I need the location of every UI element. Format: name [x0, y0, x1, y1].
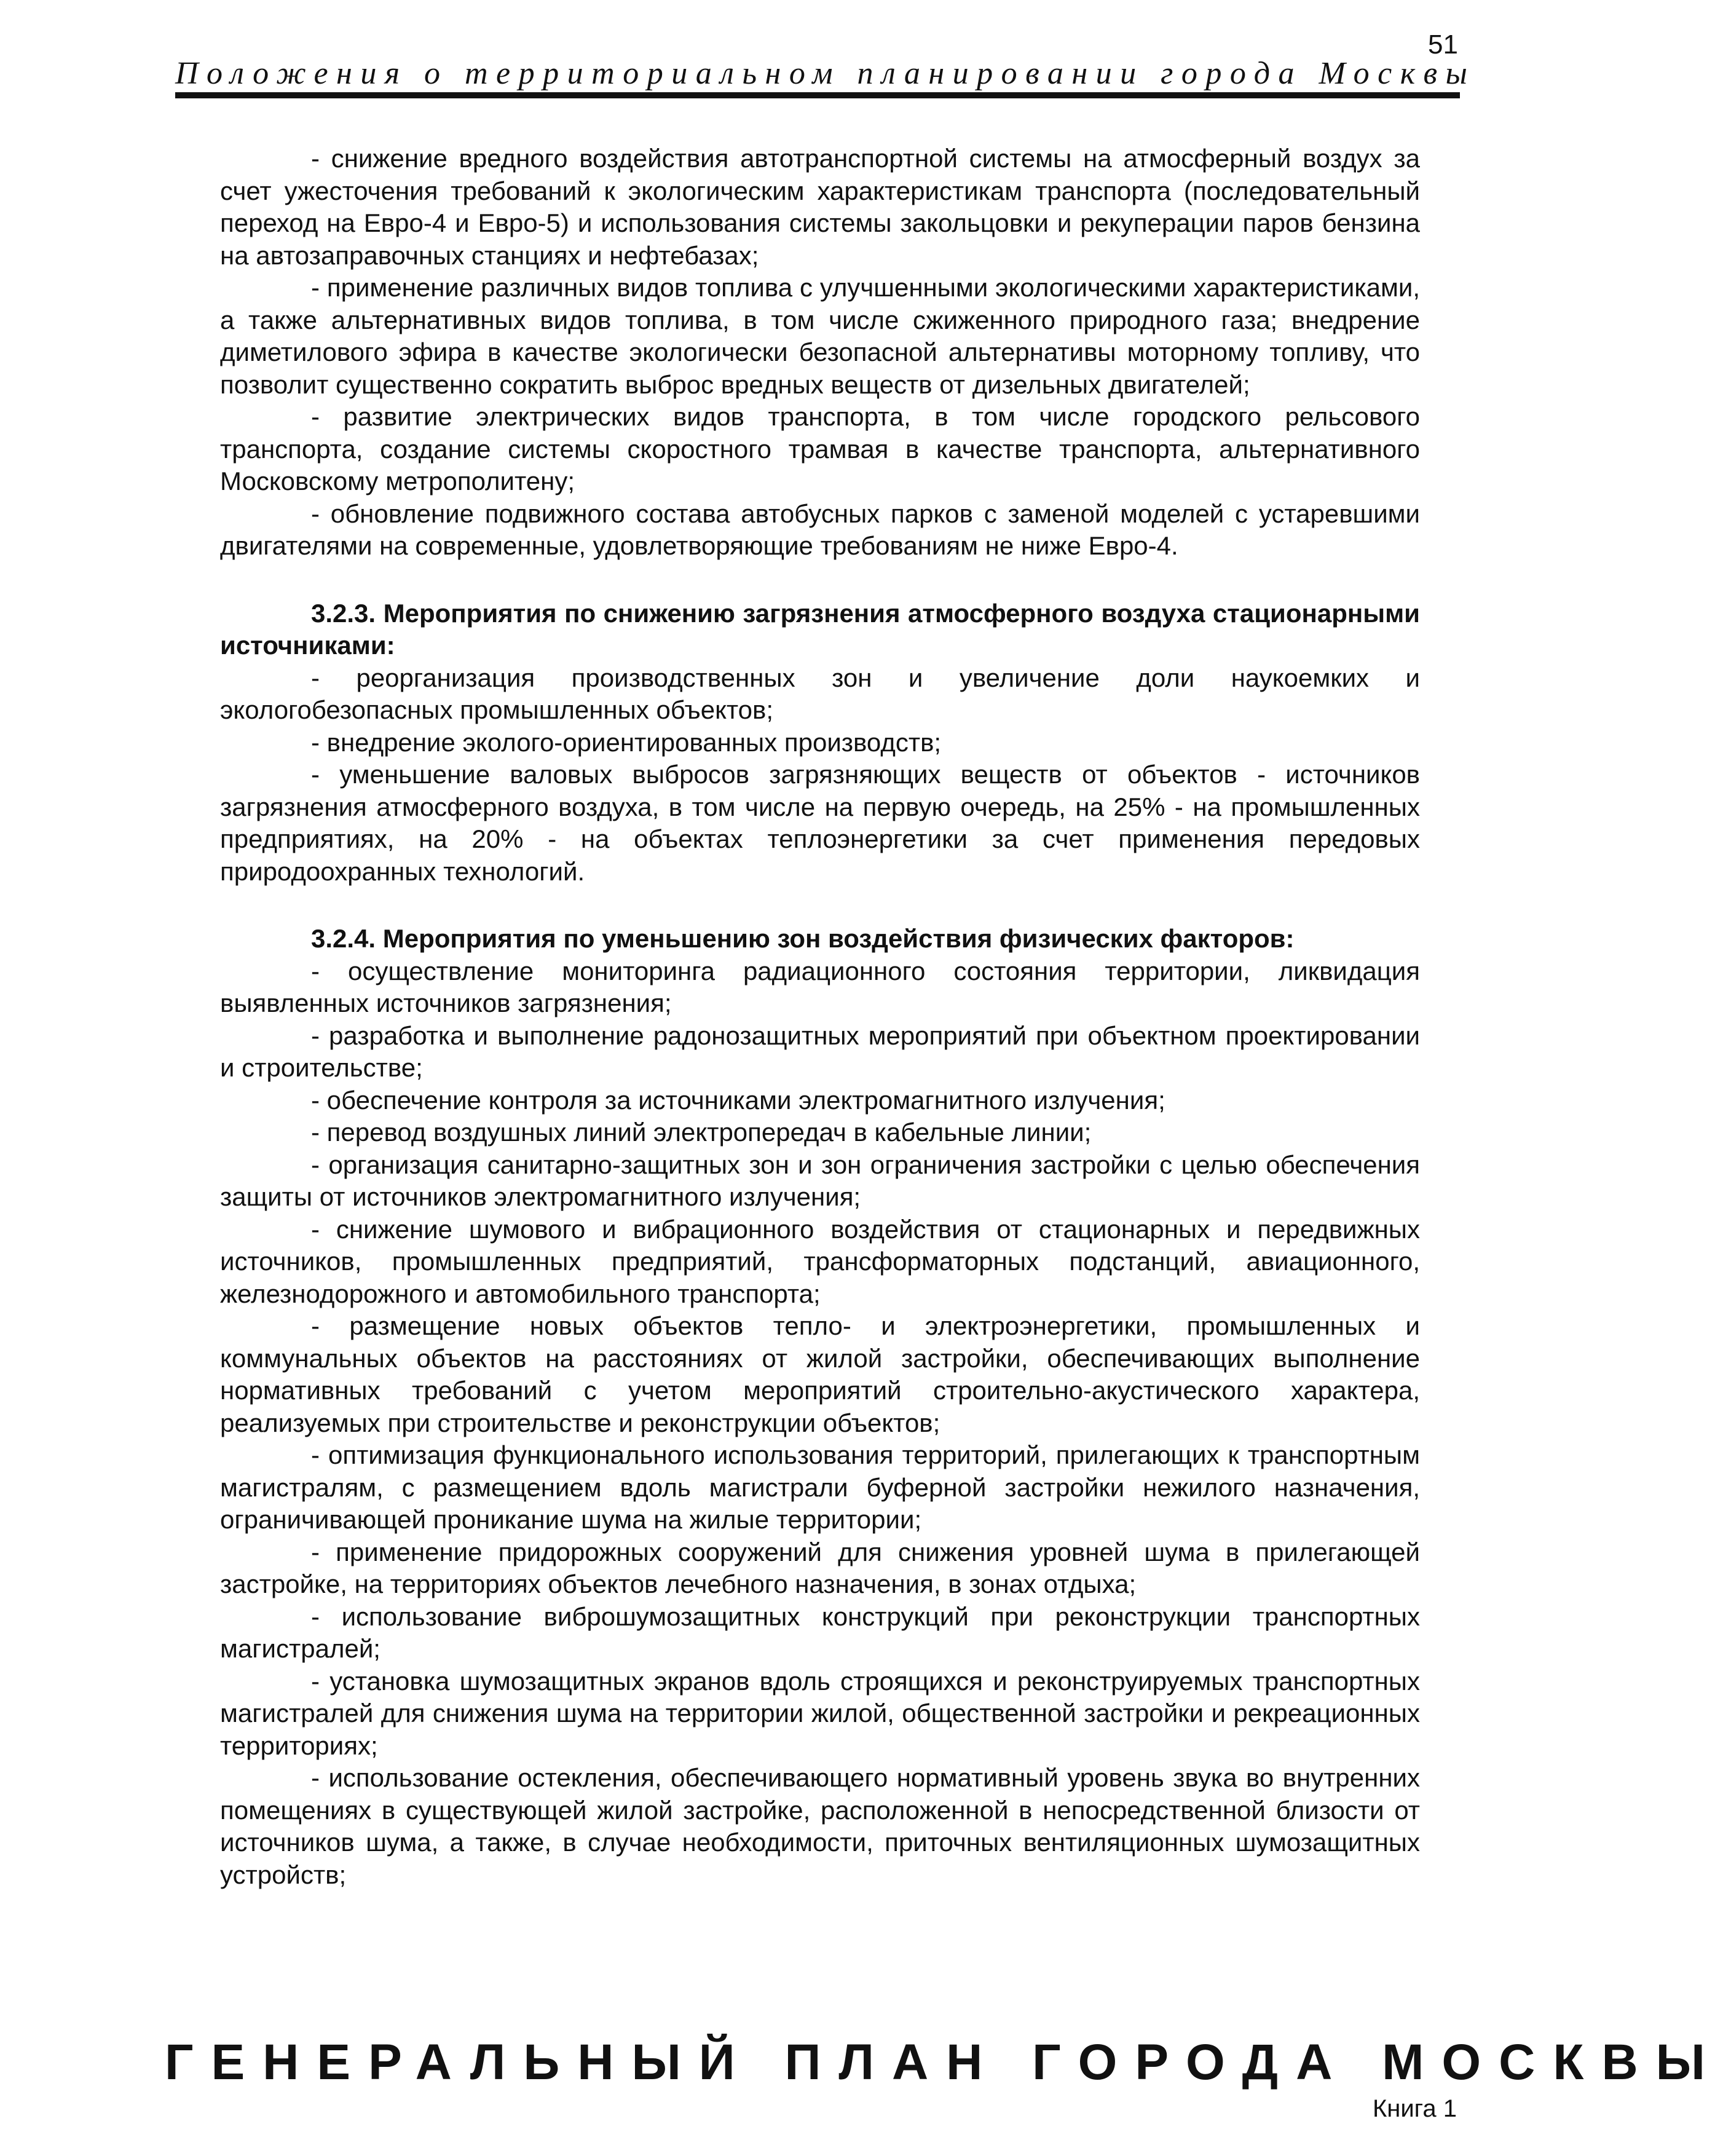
spacer	[220, 563, 1420, 598]
section-heading-3-2-3: 3.2.3. Мероприятия по снижению загрязнения атмосферного воздуха стационарными источниками:	[220, 598, 1420, 660]
running-head: Положения о территориальном планировании города Москвы	[175, 56, 1476, 91]
list-item: - установка шумозащитных экранов вдоль строящихся и реконструируемых транспортных магистралей для снижения шума на территории жилой, общественной застройки и рекреационных территориях;	[220, 1666, 1420, 1760]
page-number: 51	[1428, 30, 1458, 60]
list-item: - снижение вредного воздействия автотранспортной системы на атмосферный воздух за счет ужесточения требований к экологическим характеристикам транспорта (последовательный переход на Евро-4 и Евро-5) и использования системы закольцовки и рекуперации паров бензина на автозаправочных станциях и нефтебазах;	[220, 144, 1420, 270]
list-item: - применение придорожных сооружений для снижения уровней шума в прилегающей застройке, на территориях объектов лечебного назначения, в зонах отдыха;	[220, 1537, 1420, 1598]
list-item: - перевод воздушных линий электропередач в кабельные линии;	[311, 1118, 1092, 1147]
list-item: - уменьшение валовых выбросов загрязняющих веществ от объектов - источников загрязнения атмосферного воздуха, в том числе на первую очередь, на 25% - на промышленных предприятиях, на 20% - на объектах теплоэнергетики за счет применения передовых природоохранных технологий.	[220, 760, 1420, 886]
list-item: - оптимизация функционального использования территорий, прилегающих к транспортным магистралям, с размещением вдоль магистрали буферной застройки нежилого назначения, ограничивающей проникание шума на жилые территории;	[220, 1440, 1420, 1534]
footer-title: ГЕНЕРАЛЬНЫЙ ПЛАН ГОРОДА МОСКВЫ	[165, 2034, 1723, 2090]
list-item: - реорганизация производственных зон и увеличение доли наукоемких и экологобезопасных промышленных объектов;	[220, 663, 1420, 724]
list-item: - обеспечение контроля за источниками электромагнитного излучения;	[311, 1085, 1165, 1115]
list-item: - организация санитарно-защитных зон и зон ограничения застройки с целью обеспечения защиты от источников электромагнитного излучения;	[220, 1150, 1420, 1211]
list-item: - использование виброшумозащитных конструкций при реконструкции транспортных магистралей;	[220, 1601, 1420, 1663]
footer-book-label: Книга 1	[1372, 2095, 1457, 2122]
list-item: - осуществление мониторинга радиационного состояния территории, ликвидация выявленных источников загрязнения;	[220, 956, 1420, 1017]
list-item: - размещение новых объектов тепло- и электроэнергетики, промышленных и коммунальных объектов на расстояниях от жилой застройки, обеспечивающих выполнение нормативных требований с учетом мероприятий строительно-акустического характера, реализуемых при строительстве и реконструкции объектов;	[220, 1311, 1420, 1437]
spacer	[220, 888, 1420, 923]
main-content	[220, 143, 1420, 1891]
header-rule	[175, 92, 1460, 98]
list-item: - внедрение эколого-ориентированных производств;	[311, 727, 942, 757]
list-item: - разработка и выполнение радонозащитных мероприятий при объектном проектировании и строительстве;	[220, 1021, 1420, 1082]
list-item: - обновление подвижного состава автобусных парков с заменой моделей с устаревшими двигателями на современные, удовлетворяющие требованиям не ниже Евро-4.	[220, 499, 1420, 560]
list-item: - развитие электрических видов транспорта, в том числе городского рельсового транспорта, создание системы скоростного трамвая в качестве транспорта, альтернативного Московскому метрополитену;	[220, 402, 1420, 496]
section-heading-3-2-4: 3.2.4. Мероприятия по уменьшению зон воздействия физических факторов:	[311, 924, 1295, 953]
list-item: - снижение шумового и вибрационного воздействия от стационарных и передвижных источников, промышленных предприятий, трансформаторных подстанций, авиационного, железнодорожного и автомобильного транспорта;	[220, 1214, 1420, 1308]
list-item: - использование остекления, обеспечивающего нормативный уровень звука во внутренних помещениях в существующей жилой застройке, расположенной в непосредственной близости от источников шума, а также, в случае необходимости, приточных вентиляционных шумозащитных устройств;	[220, 1763, 1420, 1889]
list-item: - применение различных видов топлива с улучшенными экологическими характеристиками, а также альтернативных видов топлива, в том числе сжиженного природного газа; внедрение диметилового эфира в качестве экологически безопасной альтернативы моторному топливу, что позволит существенно сократить выброс вредных веществ от дизельных двигателей;	[220, 273, 1420, 399]
